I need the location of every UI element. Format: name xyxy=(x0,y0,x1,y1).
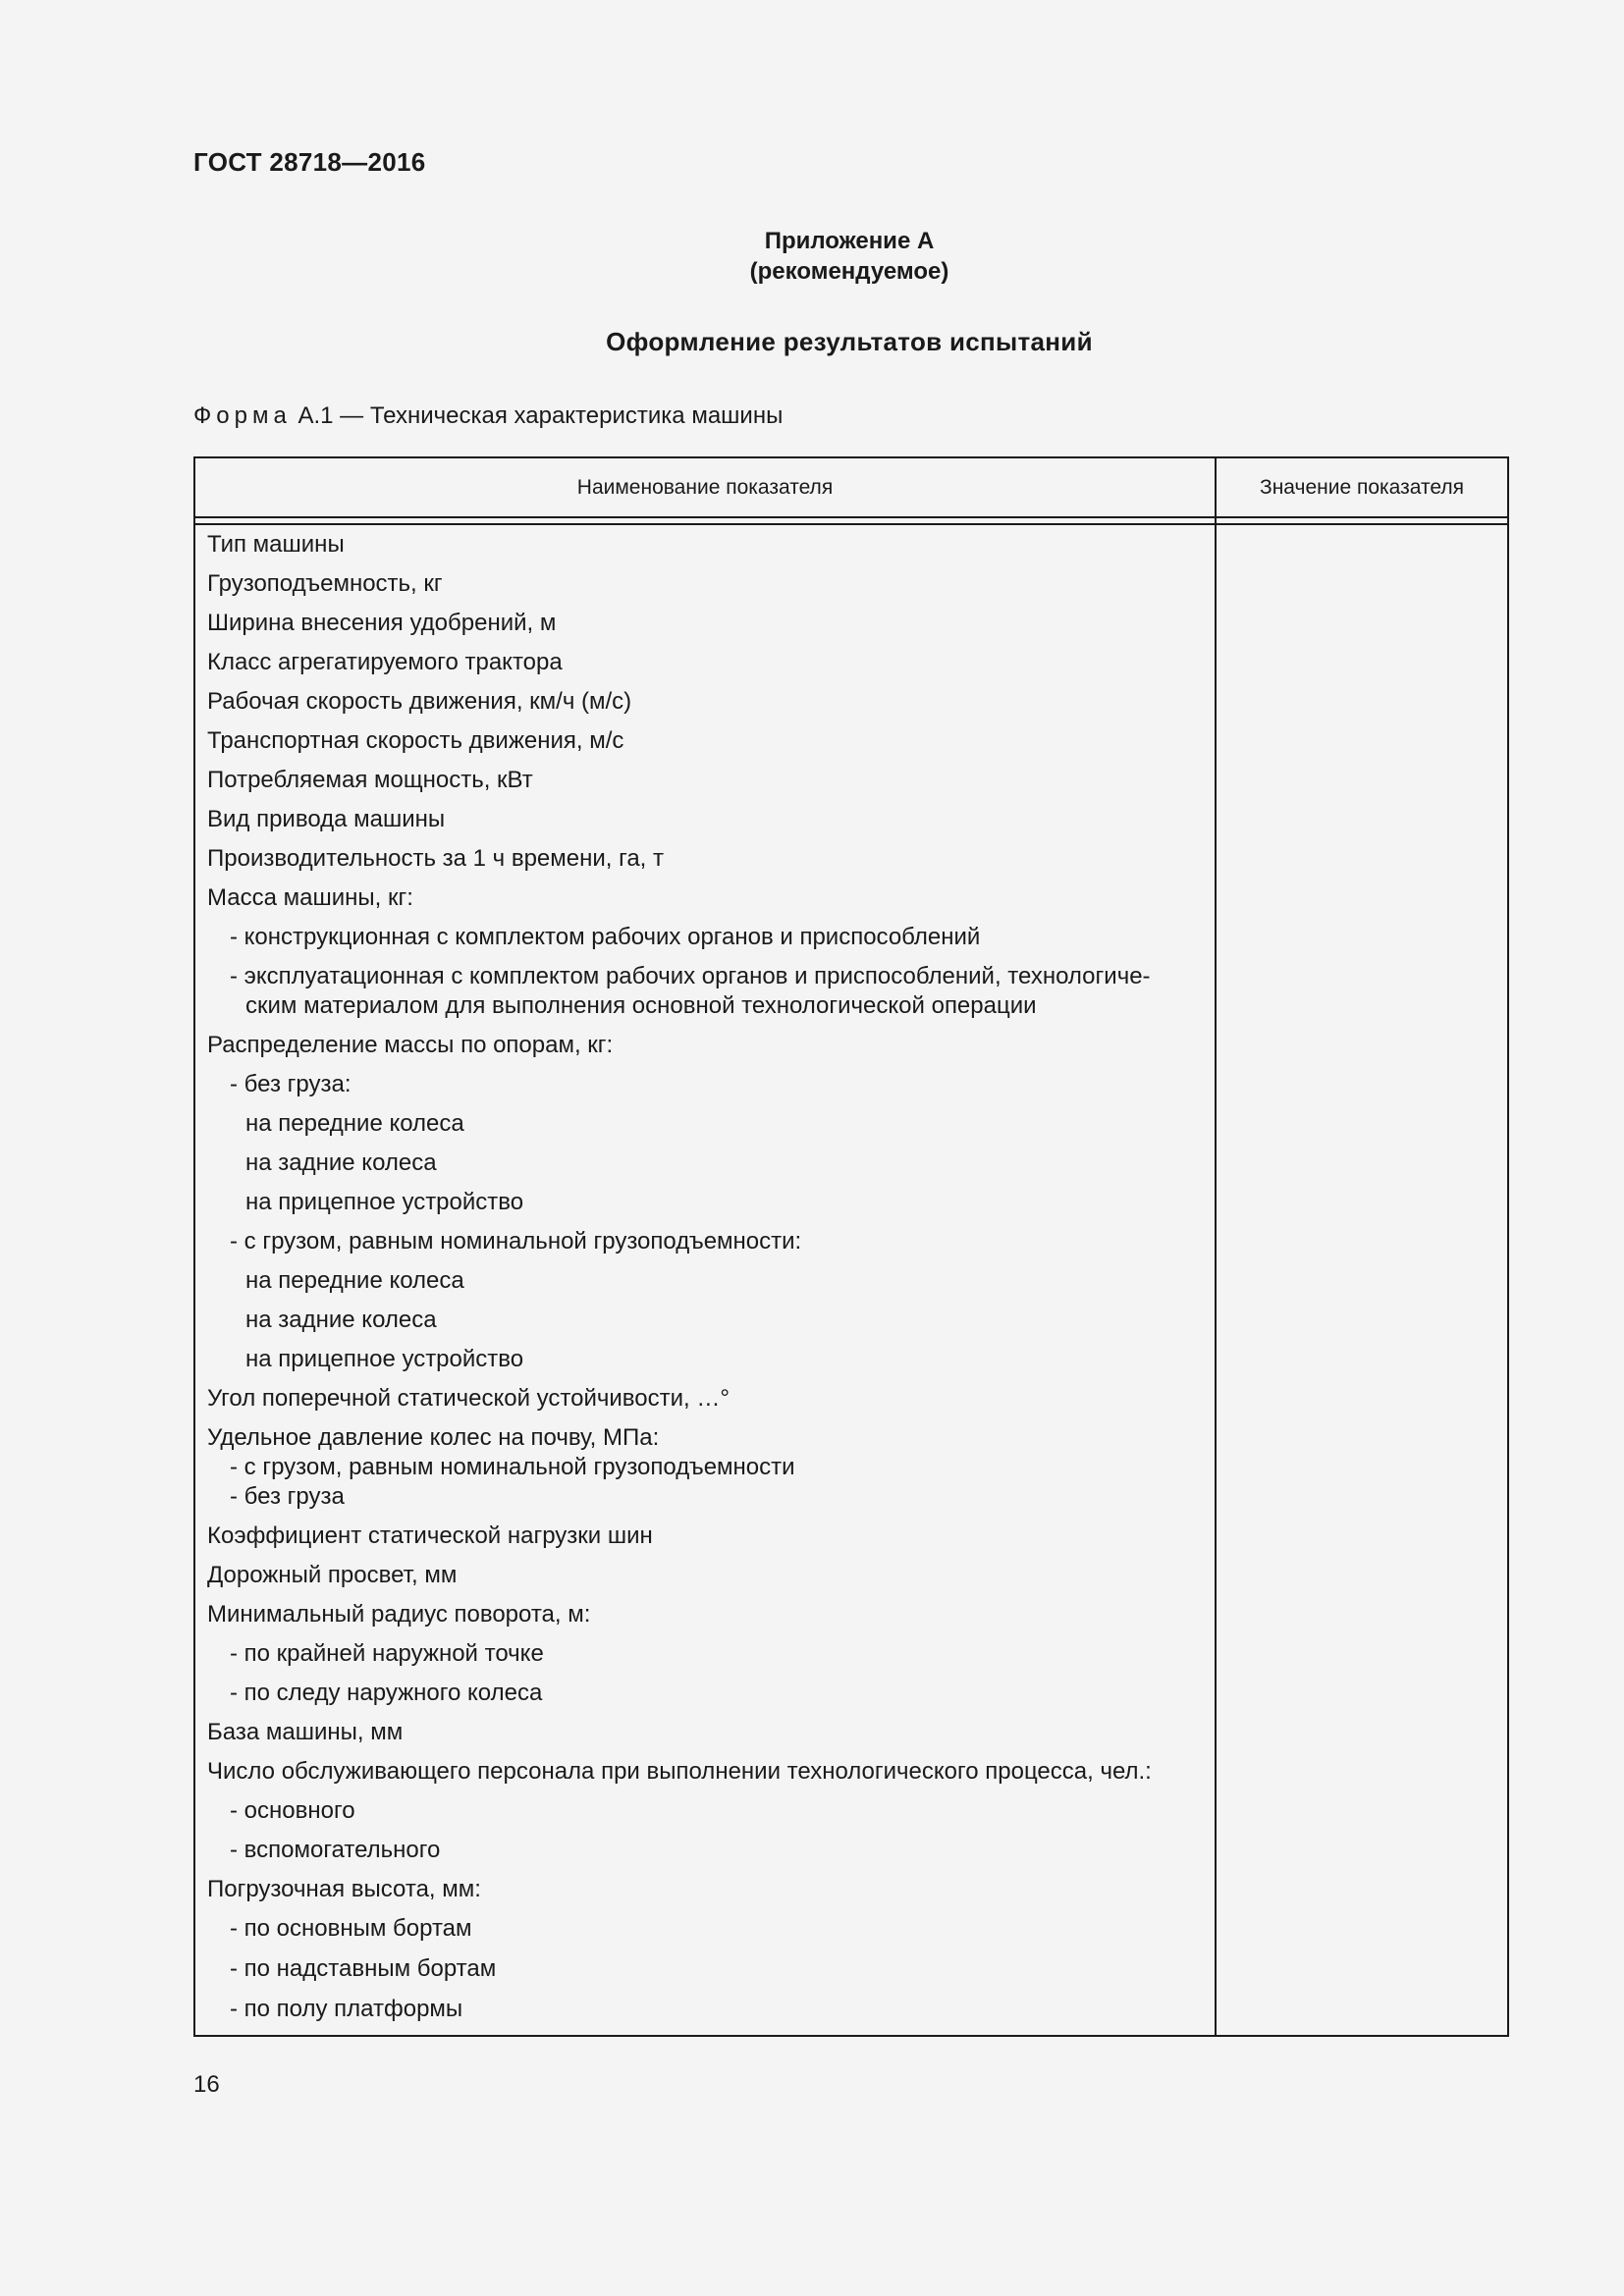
table-row xyxy=(195,564,1215,604)
row-text: Удельное давление колес на почву, МПа: xyxy=(207,1424,660,1451)
table-row xyxy=(195,918,1215,957)
row-text: Распределение массы по опорам, кг: xyxy=(207,1032,614,1058)
row-text: Рабочая скорость движения, км/ч (м/с) xyxy=(207,688,632,715)
row-text: - с грузом, равным номинальной грузоподъемности xyxy=(230,1454,795,1480)
table-row xyxy=(195,1990,1215,2030)
row-text: - по крайней наружной точке xyxy=(230,1640,544,1667)
table-row xyxy=(195,1517,1215,1556)
row-text: - основного xyxy=(230,1797,355,1824)
row-text: База машины, мм xyxy=(207,1719,404,1745)
table-row xyxy=(195,1104,1215,1144)
row-text: Погрузочная высота, мм: xyxy=(207,1876,481,1902)
header-indicator-name: Наименование показателя xyxy=(576,475,834,499)
row-text: - вспомогательного xyxy=(230,1837,441,1863)
table-body xyxy=(195,525,1215,2030)
table-row xyxy=(195,1340,1215,1379)
row-text: Масса машины, кг: xyxy=(207,884,413,911)
table-row xyxy=(195,839,1215,879)
form-caption-label: Форма xyxy=(193,402,292,429)
row-text: Вид привода машины xyxy=(207,806,446,832)
form-caption xyxy=(193,402,783,430)
table-row xyxy=(195,643,1215,682)
row-text: на задние колеса xyxy=(245,1149,437,1176)
table-row xyxy=(195,1831,1215,1870)
row-text: - по полу платформы xyxy=(230,1996,463,2022)
row-text: на прицепное устройство xyxy=(245,1189,524,1215)
row-text: - по надставным бортам xyxy=(230,1955,497,1982)
table-row xyxy=(195,682,1215,721)
row-text: - без груза: xyxy=(230,1071,352,1097)
row-text: Транспортная скорость движения, м/с xyxy=(207,727,624,754)
standard-number: ГОСТ 28718—2016 xyxy=(193,147,426,177)
table-row xyxy=(195,1222,1215,1261)
row-text: ским материалом для выполнения основной технологической операции xyxy=(245,992,1037,1019)
appendix-kind: (рекомендуемое) xyxy=(749,258,949,285)
table-row xyxy=(195,1261,1215,1301)
page-number: 16 xyxy=(193,2071,220,2098)
row-text: на прицепное устройство xyxy=(245,1346,524,1372)
header-rule-top xyxy=(195,516,1507,518)
table-row xyxy=(195,879,1215,918)
table-row xyxy=(195,1026,1215,1065)
characteristics-table xyxy=(193,456,1509,2037)
row-text: Число обслуживающего персонала при выполнении технологического процесса, чел.: xyxy=(207,1758,1152,1785)
row-text: - конструкционная с комплектом рабочих органов и приспособлений xyxy=(230,924,981,950)
table-row xyxy=(195,604,1215,643)
table-row xyxy=(195,1379,1215,1418)
table-row xyxy=(195,800,1215,839)
row-text: Тип машины xyxy=(207,531,345,558)
row-text: Класс агрегатируемого трактора xyxy=(207,649,563,675)
column-divider xyxy=(1215,458,1217,2035)
table-row xyxy=(195,1418,1215,1517)
appendix-title: Приложение А xyxy=(764,228,935,254)
table-row xyxy=(195,1595,1215,1634)
form-caption-text: А.1 — Техническая характеристика машины xyxy=(298,402,784,429)
table-row xyxy=(195,761,1215,800)
table-row xyxy=(195,1791,1215,1831)
table-row xyxy=(195,721,1215,761)
row-text: Минимальный радиус поворота, м: xyxy=(207,1601,591,1628)
table-row xyxy=(195,1183,1215,1222)
row-text: Дорожный просвет, мм xyxy=(207,1562,458,1588)
row-text: Ширина внесения удобрений, м xyxy=(207,610,557,636)
table-row xyxy=(195,1752,1215,1791)
row-text: - с грузом, равным номинальной грузоподъемности: xyxy=(230,1228,802,1255)
row-text: - по основным бортам xyxy=(230,1915,472,1942)
row-text: на задние колеса xyxy=(245,1307,437,1333)
table-row xyxy=(195,1634,1215,1674)
row-text: на передние колеса xyxy=(245,1110,464,1137)
table-row xyxy=(195,1870,1215,1909)
table-row xyxy=(195,1301,1215,1340)
table-row xyxy=(195,1065,1215,1104)
row-text: на передние колеса xyxy=(245,1267,464,1294)
table-row xyxy=(195,1713,1215,1752)
row-text: Грузоподъемность, кг xyxy=(207,570,443,597)
section-title: Оформление результатов испытаний xyxy=(606,327,1093,356)
table-row xyxy=(195,525,1215,564)
header-indicator-value: Значение показателя xyxy=(1260,475,1464,499)
table-row xyxy=(195,1674,1215,1713)
row-text: Угол поперечной статической устойчивости, …° xyxy=(207,1385,730,1412)
table-row xyxy=(195,1556,1215,1595)
table-row xyxy=(195,1949,1215,1990)
row-text: Производительность за 1 ч времени, га, т xyxy=(207,845,665,872)
row-text: Потребляемая мощность, кВт xyxy=(207,767,533,793)
table-row xyxy=(195,1144,1215,1183)
row-text: - без груза xyxy=(230,1483,345,1510)
row-text: - по следу наружного колеса xyxy=(230,1680,543,1706)
table-row xyxy=(195,1909,1215,1949)
row-text: Коэффициент статической нагрузки шин xyxy=(207,1522,653,1549)
row-text: - эксплуатационная с комплектом рабочих органов и приспособлений, технологиче- xyxy=(230,963,1151,989)
table-row xyxy=(195,957,1215,1026)
